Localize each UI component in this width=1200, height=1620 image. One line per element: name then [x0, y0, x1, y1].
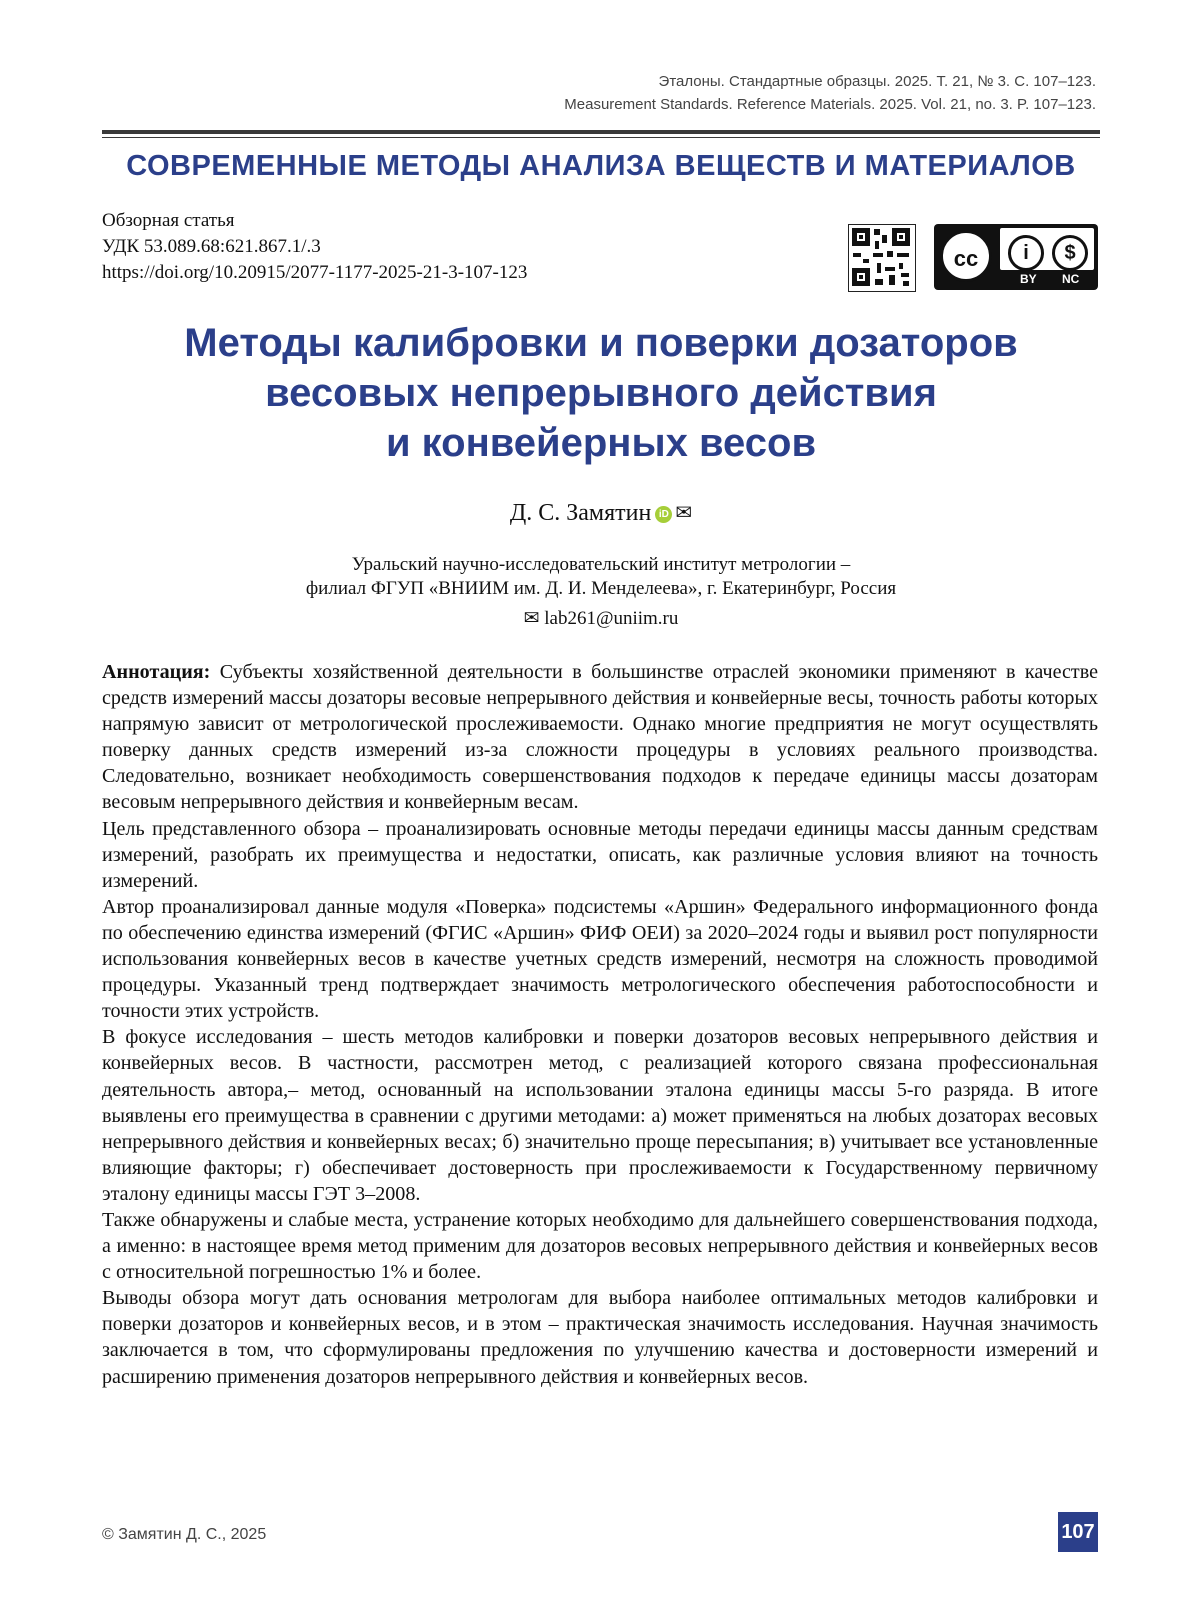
page-number: 107 — [1058, 1512, 1098, 1552]
running-header — [564, 70, 1096, 116]
udc-code: УДК 53.089.68:621.867.1/.3 — [102, 236, 321, 257]
article-meta — [102, 208, 527, 286]
running-header-ru: Эталоны. Стандартные образцы. 2025. Т. 21, № 3. С. 107–123. — [658, 73, 1096, 90]
abstract-paragraph: Цель представленного обзора – проанализировать основные методы передачи единицы массы данным средствам измерений, разобрать их преимущества и недостатки, описать, как различные условия влияют на точность измерений. — [102, 817, 1098, 892]
header-rule-thin — [102, 137, 1100, 138]
abstract — [102, 659, 1098, 1390]
mail-icon[interactable]: ✉ — [675, 502, 693, 524]
affiliation-line-2: филиал ФГУП «ВНИИМ им. Д. И. Менделеева», г. Екатеринбург, Россия — [305, 578, 897, 599]
author-name: Д. С. Замятин — [509, 500, 652, 526]
author-email[interactable]: lab261@uniim.ru — [544, 608, 679, 629]
running-header-en: Measurement Standards. Reference Materials. 2025. Vol. 21, no. 3. P. 107–123. — [564, 96, 1096, 113]
mail-icon: ✉ — [523, 608, 540, 629]
qr-code-icon — [848, 224, 916, 292]
title-line-3: и конвейерных весов — [385, 421, 817, 465]
affiliation — [102, 553, 1100, 631]
abstract-text: Субъекты хозяйственной деятельности в большинстве отраслей экономики применяют в качестве средств измерений массы дозаторы весовые непрерывного действия и конвейерные весы, точность работы которых напрямую зависит от метрологической прослеживаемости. Однако многие предприятия не могут осуществлять поверку данных средств измерений из-за сложности процедуры в условиях реального производства. Следовательно, возникает необходимость совершенствования подходов к передаче единицы массы дозаторам весовым непрерывного действия и конвейерным весам. — [102, 661, 1098, 814]
doi-link[interactable]: https://doi.org/10.20915/2077-1177-2025-21-3-107-123 — [102, 262, 528, 283]
abstract-paragraph: Также обнаружены и слабые места, устранение которых необходимо для дальнейшего совершенствования подхода, а именно: в настоящее время метод применим для дозаторов весовых непрерывного действия и конвейерных весов с относительной погрешностью 1% и более. — [102, 1208, 1098, 1284]
abstract-paragraph: Выводы обзора могут дать основания метрологам для выбора наиболее оптимальных методов калибровки и поверки дозаторов и конвейерных весов, и в этом – практическая значимость исследования. Научная значимость заключается в том, что сформулированы предложения по улучшению качества и достоверности измерений и расширению применения дозаторов непрерывного действия и конвейерных весов. — [102, 1287, 1098, 1388]
copyright-notice: © Замятин Д. С., 2025 — [102, 1526, 267, 1543]
author-line — [102, 500, 1100, 527]
email-line — [102, 607, 1100, 631]
article-title — [102, 318, 1100, 468]
article-type: Обзорная статья — [102, 210, 235, 231]
license-symbols — [1000, 228, 1094, 270]
noncommercial-icon: $ — [1052, 235, 1088, 271]
header-rule-thick — [102, 130, 1100, 134]
abstract-label: Аннотация: — [102, 661, 211, 683]
abstract-paragraph: Автор проанализировал данные модуля «Поверка» подсистемы «Аршин» Федерального информационного фонда по обеспечению единства измерений (ФГИС «Аршин» ФИФ ОЕИ) за 2020–2024 годы и выявил рост популярности использования конвейерных весов в качестве учетных средств измерений, несмотря на сложность проводимой процедуры. Указанный тренд подтверждает значимость метрологического обеспечения работоспособности и точности этих устройств. — [102, 895, 1098, 1023]
cc-icon: cc — [940, 230, 992, 282]
orcid-icon[interactable]: iD — [655, 506, 672, 523]
abstract-paragraph — [102, 659, 1098, 816]
title-line-2: весовых непрерывного действия — [265, 371, 937, 415]
title-line-1: Методы калибровки и поверки дозаторов — [184, 321, 1018, 365]
attribution-icon: i — [1008, 235, 1044, 271]
license-nc-label: NC — [1062, 272, 1080, 286]
license-by-label: BY — [1020, 272, 1037, 286]
cc-license-badge — [934, 224, 1098, 290]
section-title: СОВРЕМЕННЫЕ МЕТОДЫ АНАЛИЗА ВЕЩЕСТВ И МАТЕРИАЛОВ — [126, 150, 1076, 182]
affiliation-line-1: Уральский научно-исследовательский институт метрологии – — [351, 554, 851, 575]
abstract-paragraph: В фокусе исследования – шесть методов калибровки и поверки дозаторов весовых непрерывного действия и конвейерных весов. В частности, рассмотрен метод, с реализацией которого связана профессиональная деятельность автора,– метод, основанный на использовании эталона единицы массы 5-го разряда. В итоге выявлены его преимущества в сравнении с другими методами: а) может применяться на любых дозаторах весовых непрерывного действия и конвейерных весах; б) значительно проще пересыпания; в) учитывает все установленные влияющие факторы; г) обеспечивает достоверность при прослеживаемости к Государственному первичному эталону единицы массы ГЭТ 3–2008. — [102, 1026, 1098, 1205]
